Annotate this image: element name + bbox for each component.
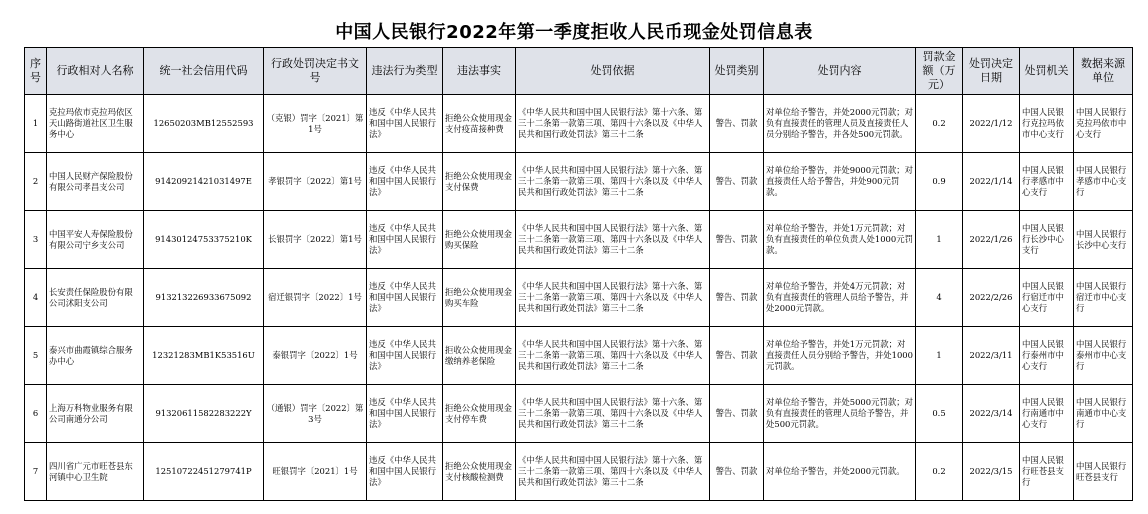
cell-violation-type: 违反《中华人民共和国中国人民银行法》 <box>367 153 443 211</box>
cell-index: 7 <box>25 443 47 501</box>
cell-content: 对单位给予警告，并处4万元罚款；对负有直接责任的管理人员给予警告，并处2000元罚款。 <box>764 269 916 327</box>
table-row <box>25 269 1133 327</box>
cell-name: 中国人民财产保险股份有限公司孝昌支公司 <box>47 153 144 211</box>
cell-authority: 中国人民银行孝感市中心支行 <box>1020 153 1074 211</box>
cell-name: 四川省广元市旺苍县东河镇中心卫生院 <box>47 443 144 501</box>
table-row <box>25 153 1133 211</box>
cell-name: 中国平安人寿保险股份有限公司宁乡支公司 <box>47 211 144 269</box>
cell-category: 警告、罚款 <box>710 385 764 443</box>
cell-basis: 《中华人民共和国中国人民银行法》第十六条、第三十二条第一款第三项、第四十六条以及《中华人民共和国行政处罚法》第三十二条 <box>516 443 710 501</box>
cell-category: 警告、罚款 <box>710 153 764 211</box>
cell-source: 中国人民银行孝感市中心支行 <box>1074 153 1133 211</box>
cell-facts: 拒绝公众使用现金支付核酸检测费 <box>443 443 516 501</box>
header-source: 数据来源单位 <box>1074 48 1133 95</box>
cell-name: 上海万科物业服务有限公司南通分公司 <box>47 385 144 443</box>
cell-date: 2022/1/12 <box>963 95 1020 153</box>
cell-source: 中国人民银行宿迁市中心支行 <box>1074 269 1133 327</box>
cell-facts: 拒绝公众使用现金支付保费 <box>443 153 516 211</box>
page-title: 中国人民银行2022年第一季度拒收人民币现金处罚信息表 <box>335 22 813 43</box>
cell-decision-no: 孝银罚字〔2022〕第1号 <box>264 153 367 211</box>
cell-date: 2022/1/26 <box>963 211 1020 269</box>
cell-index: 1 <box>25 95 47 153</box>
cell-decision-no: 旺银罚字〔2021〕1号 <box>264 443 367 501</box>
cell-category: 警告、罚款 <box>710 211 764 269</box>
header-content: 处罚内容 <box>764 48 916 95</box>
cell-credit-code: 91420921421031497E <box>144 153 264 211</box>
cell-decision-no: 长银罚字〔2022〕第1号 <box>264 211 367 269</box>
cell-date: 2022/3/14 <box>963 385 1020 443</box>
table-row <box>25 95 1133 153</box>
cell-fine: 1 <box>916 327 963 385</box>
cell-category: 警告、罚款 <box>710 327 764 385</box>
cell-credit-code: 12650203MB12552593 <box>144 95 264 153</box>
cell-name: 克拉玛依市克拉玛依区天山路街道社区卫生服务中心 <box>47 95 144 153</box>
penalty-table <box>24 47 1133 501</box>
cell-category: 警告、罚款 <box>710 269 764 327</box>
cell-content: 对单位给予警告，并处2000元罚款。 <box>764 443 916 501</box>
cell-content: 对单位给予警告，并处9000元罚款；对直接责任人给予警告，并处900元罚款。 <box>764 153 916 211</box>
cell-authority: 中国人民银行南通市中心支行 <box>1020 385 1074 443</box>
cell-date: 2022/3/11 <box>963 327 1020 385</box>
cell-fine: 0.2 <box>916 95 963 153</box>
cell-violation-type: 违反《中华人民共和国中国人民银行法》 <box>367 327 443 385</box>
cell-facts: 拒绝公众使用现金支付疫苗接种费 <box>443 95 516 153</box>
cell-credit-code: 91430124753375210K <box>144 211 264 269</box>
table-row <box>25 211 1133 269</box>
cell-facts: 拒绝公众使用现金支付停车费 <box>443 385 516 443</box>
cell-basis: 《中华人民共和国中国人民银行法》第十六条、第三十二条第一款第三项、第四十六条以及《中华人民共和国行政处罚法》第三十二条 <box>516 327 710 385</box>
cell-content: 对单位给予警告，并处1万元罚款；对直接责任人员分别给予警告，并处1000元罚款。 <box>764 327 916 385</box>
cell-authority: 中国人民银行旺苍县支行 <box>1020 443 1074 501</box>
cell-basis: 《中华人民共和国中国人民银行法》第十六条、第三十二条第一款第三项、第四十六条以及《中华人民共和国行政处罚法》第三十二条 <box>516 385 710 443</box>
cell-date: 2022/1/14 <box>963 153 1020 211</box>
cell-source: 中国人民银行旺苍县支行 <box>1074 443 1133 501</box>
cell-facts: 拒绝公众使用现金购买保险 <box>443 211 516 269</box>
cell-name: 长安责任保险股份有限公司沭阳支公司 <box>47 269 144 327</box>
header-name: 行政相对人名称 <box>47 48 144 95</box>
cell-index: 4 <box>25 269 47 327</box>
cell-index: 2 <box>25 153 47 211</box>
header-credit-code: 统一社会信用代码 <box>144 48 264 95</box>
cell-violation-type: 违反《中华人民共和国中国人民银行法》 <box>367 443 443 501</box>
cell-fine: 0.5 <box>916 385 963 443</box>
cell-basis: 《中华人民共和国中国人民银行法》第十六条、第三十二条第一款第三项、第四十六条以及《中华人民共和国行政处罚法》第三十二条 <box>516 269 710 327</box>
cell-category: 警告、罚款 <box>710 95 764 153</box>
header-index: 序号 <box>25 48 47 95</box>
cell-content: 对单位给予警告，并处2000元罚款；对负有直接责任的管理人员及直接责任人员分别给予警告，并各处500元罚款。 <box>764 95 916 153</box>
cell-credit-code: 91320611582283222Y <box>144 385 264 443</box>
cell-credit-code: 12321283MB1K53516U <box>144 327 264 385</box>
cell-index: 6 <box>25 385 47 443</box>
table-row <box>25 385 1133 443</box>
header-decision-no: 行政处罚决定书文号 <box>264 48 367 95</box>
cell-category: 警告、罚款 <box>710 443 764 501</box>
header-facts: 违法事实 <box>443 48 516 95</box>
cell-basis: 《中华人民共和国中国人民银行法》第十六条、第三十二条第一款第三项、第四十六条以及《中华人民共和国行政处罚法》第三十二条 <box>516 95 710 153</box>
cell-content: 对单位给予警告，并处5000元罚款；对负有直接责任的管理人员给予警告，并处500元罚款。 <box>764 385 916 443</box>
cell-date: 2022/3/15 <box>963 443 1020 501</box>
cell-date: 2022/2/26 <box>963 269 1020 327</box>
header-basis: 处罚依据 <box>516 48 710 95</box>
cell-basis: 《中华人民共和国中国人民银行法》第十六条、第三十二条第一款第三项、第四十六条以及《中华人民共和国行政处罚法》第三十二条 <box>516 153 710 211</box>
cell-index: 3 <box>25 211 47 269</box>
cell-authority: 中国人民银行泰州市中心支行 <box>1020 327 1074 385</box>
cell-name: 泰兴市曲霞镇综合服务办中心 <box>47 327 144 385</box>
cell-source: 中国人民银行南通市中心支行 <box>1074 385 1133 443</box>
cell-fine: 0.2 <box>916 443 963 501</box>
cell-decision-no: 宿迁银罚字〔2022〕1号 <box>264 269 367 327</box>
header-violation-type: 违法行为类型 <box>367 48 443 95</box>
cell-credit-code: 913213226933675092 <box>144 269 264 327</box>
header-category: 处罚类别 <box>710 48 764 95</box>
cell-authority: 中国人民银行长沙中心支行 <box>1020 211 1074 269</box>
cell-index: 5 <box>25 327 47 385</box>
cell-violation-type: 违反《中华人民共和国中国人民银行法》 <box>367 95 443 153</box>
table-row <box>25 327 1133 385</box>
cell-source: 中国人民银行长沙中心支行 <box>1074 211 1133 269</box>
cell-violation-type: 违反《中华人民共和国中国人民银行法》 <box>367 269 443 327</box>
header-authority: 处罚机关 <box>1020 48 1074 95</box>
cell-source: 中国人民银行克拉玛依市中心支行 <box>1074 95 1133 153</box>
cell-authority: 中国人民银行克拉玛依市中心支行 <box>1020 95 1074 153</box>
cell-source: 中国人民银行泰州市中心支行 <box>1074 327 1133 385</box>
header-row <box>25 48 1133 95</box>
cell-violation-type: 违反《中华人民共和国中国人民银行法》 <box>367 211 443 269</box>
cell-decision-no: （通银）罚字〔2022〕第3号 <box>264 385 367 443</box>
cell-violation-type: 违反《中华人民共和国中国人民银行法》 <box>367 385 443 443</box>
header-date: 处罚决定日期 <box>963 48 1020 95</box>
cell-fine: 4 <box>916 269 963 327</box>
cell-fine: 1 <box>916 211 963 269</box>
cell-decision-no: （克银）罚字〔2021〕第1号 <box>264 95 367 153</box>
table-row <box>25 443 1133 501</box>
cell-facts: 拒绝公众使用现金购买车险 <box>443 269 516 327</box>
cell-authority: 中国人民银行宿迁市中心支行 <box>1020 269 1074 327</box>
cell-fine: 0.9 <box>916 153 963 211</box>
cell-basis: 《中华人民共和国中国人民银行法》第十六条、第三十二条第一款第三项、第四十六条以及《中华人民共和国行政处罚法》第三十二条 <box>516 211 710 269</box>
header-fine: 罚款金额（万元） <box>916 48 963 95</box>
cell-facts: 拒收公众使用现金缴纳养老保险 <box>443 327 516 385</box>
cell-credit-code: 12510722451279741P <box>144 443 264 501</box>
cell-decision-no: 泰银罚字〔2022〕1号 <box>264 327 367 385</box>
cell-content: 对单位给予警告，并处1万元罚款；对负有直接责任的单位负责人处1000元罚款。 <box>764 211 916 269</box>
